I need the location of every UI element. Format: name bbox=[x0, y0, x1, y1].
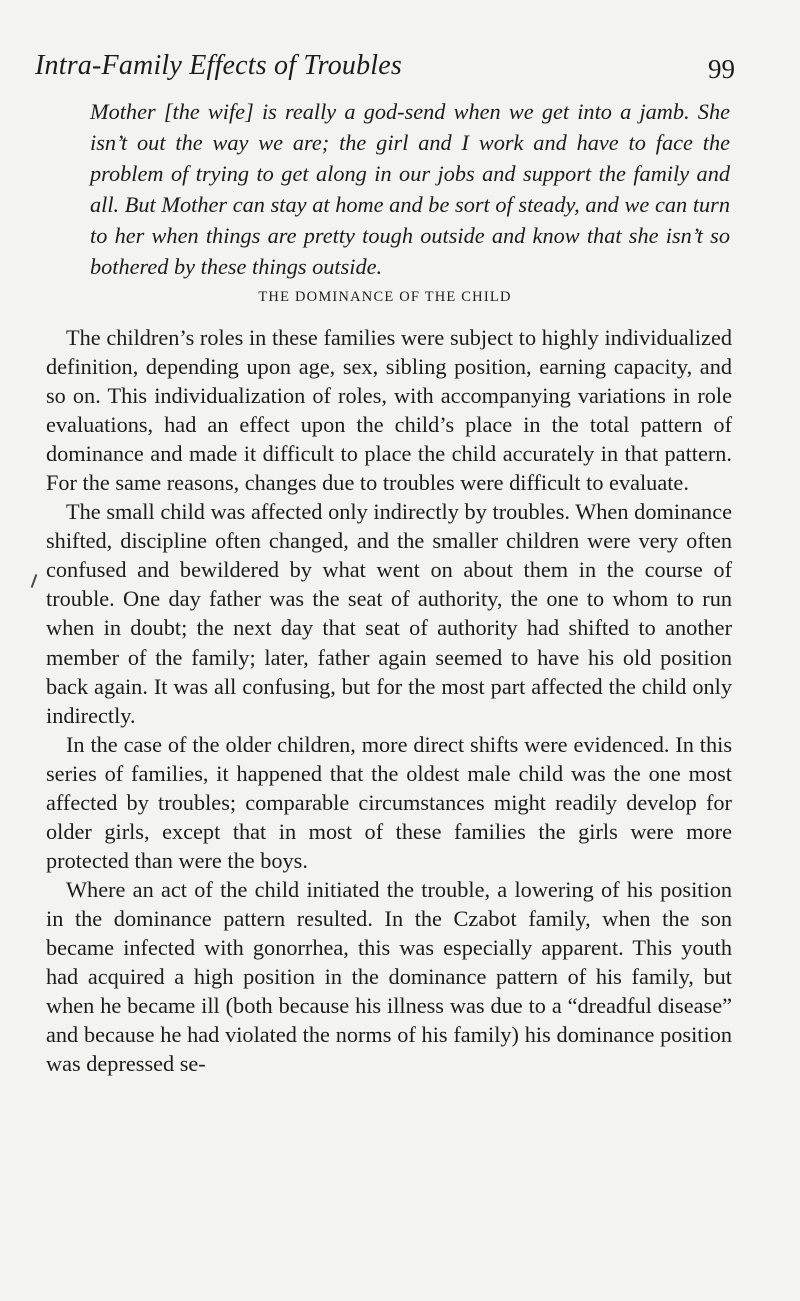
block-quote: Mother [the wife] is really a god-send when we get into a jamb. She isn’t out the way we are; the girl and I work and have to face the problem of trying to get along in our jobs and support the family and all. But Mother can stay at home and be sort of steady, and we can turn to her when things are pretty tough outside and know that she isn’t so bothered by these things outside. bbox=[90, 99, 730, 279]
running-header bbox=[35, 50, 735, 90]
paragraph: The small child was affected only indirectly by troubles. When dominance shifted, discipline often changed, and the smaller children were very often confused and bewildered by what went on about them in the course of trouble. One day father was the seat of authority, the one to whom to run when in doubt; the next day that seat of authority had shifted to another member of the family; later, father again seemed to have his old position back again. It was all confusing, but for the most part affected the child only indirectly. bbox=[46, 499, 732, 728]
paragraph: In the case of the older children, more direct shifts were evidenced. In this series of families, it happened that the oldest male child was the one most affected by troubles; comparable circumstances might readily develop for older girls, except that in most of these families the girls were more protected than were the boys. bbox=[46, 731, 732, 873]
section-heading: THE DOMINANCE OF THE CHILD bbox=[258, 289, 512, 305]
page-number: 99 bbox=[708, 54, 735, 84]
body-text bbox=[46, 323, 732, 1078]
paragraph: The children’s roles in these families were subject to highly individualized definition, depending upon age, sex, sibling position, earning capacity, and so on. This individualization of roles, with accompanying variations in role evaluations, had an effect upon the child’s place in the total pattern of dominance and made it difficult to place the child accurately in that pattern. For the same reasons, changes due to troubles were difficult to evaluate. bbox=[46, 325, 732, 496]
stray-ink-mark bbox=[31, 574, 38, 588]
paragraph: Where an act of the child initiated the trouble, a lowering of his position in the dominance pattern resulted. In the Czabot family, when the son became infected with gonorrhea, this was especially apparent. This youth had acquired a high position in the dominance pattern of his family, but when he became ill (both because his illness was due to a “dreadful disease” and because he had violated the norms of his family) his dominance position was depressed se- bbox=[46, 876, 732, 1077]
running-title: Intra-Family Effects of Troubles bbox=[35, 50, 402, 81]
